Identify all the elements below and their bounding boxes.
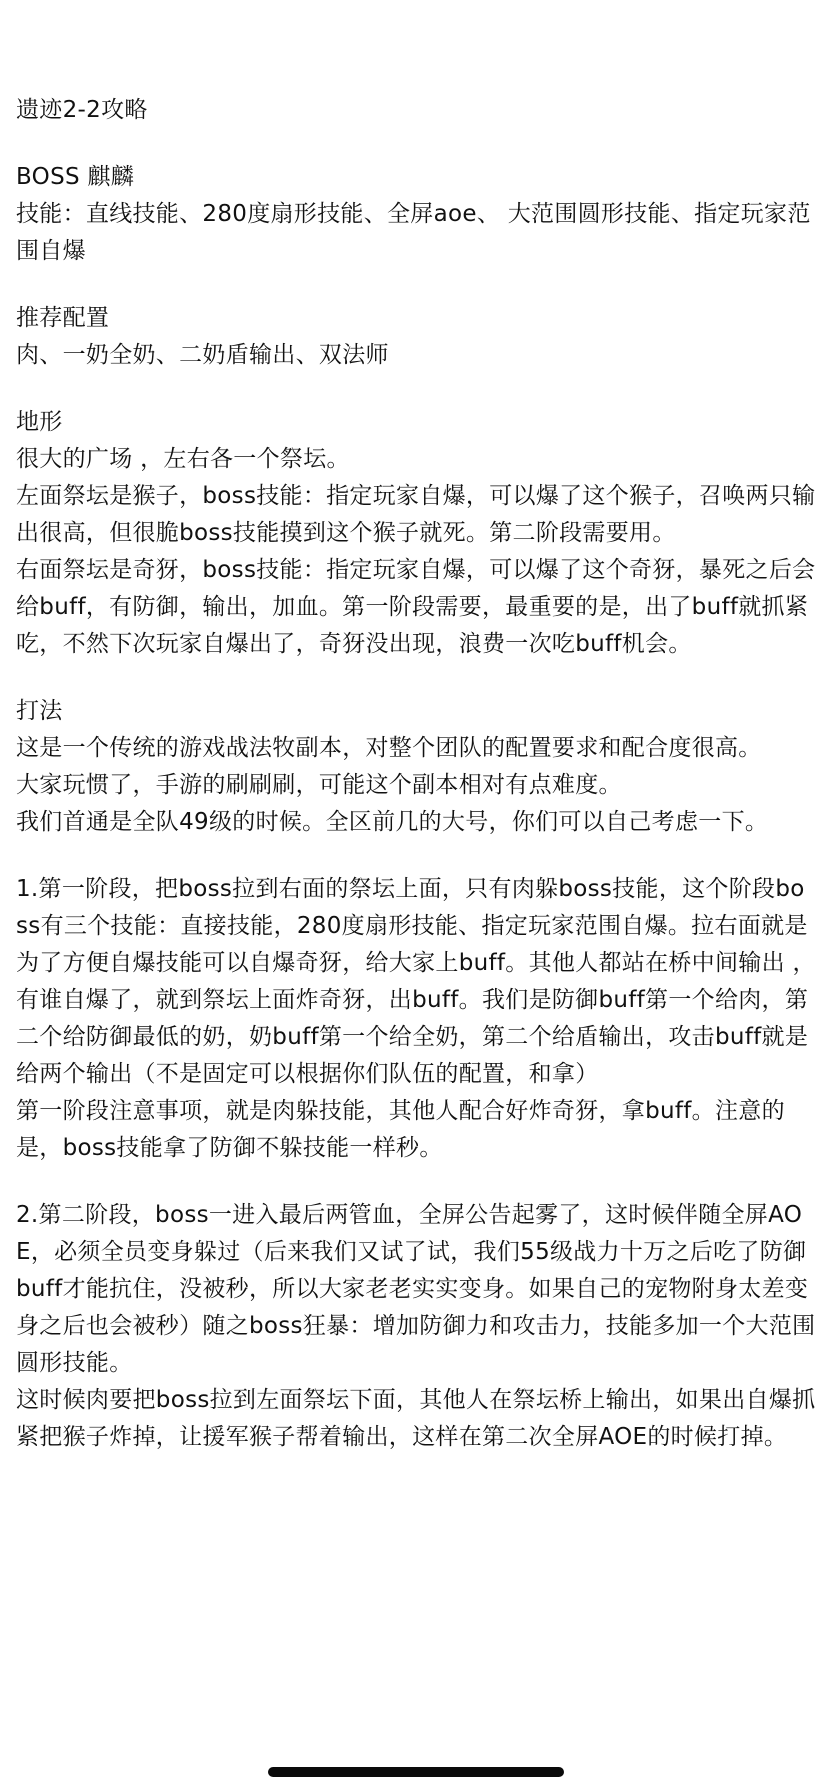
title-section (16, 92, 816, 129)
terrain-section (16, 404, 816, 663)
phase2-description: 2.第二阶段，boss一进入最后两管血，全屏公告起雾了，这时候伴随全屏AOE，必须全员变身躲过（后来我们又试了试，我们55级战力十万之后吃了防御buff才能抗住，没被秒，所以大家老老实实变身。如果自己的宠物附身太差变身之后也会被秒）随之boss狂暴：增加防御力和攻击力，技能多加一个大范围圆形技能。 (16, 1202, 816, 1376)
tactics-heading: 打法 (16, 698, 63, 724)
terrain-left-altar: 左面祭坛是猴子，boss技能：指定玩家自爆，可以爆了这个猴子，召唤两只输出很高，但很脆boss技能摸到这个猴子就死。第二阶段需要用。 (16, 483, 816, 546)
tactics-section (16, 693, 816, 841)
terrain-overview: 很大的广场 ，左右各一个祭坛。 (16, 446, 350, 472)
home-indicator[interactable] (268, 1767, 564, 1777)
phase2-section (16, 1197, 816, 1456)
boss-heading: BOSS 麒麟 (16, 164, 135, 190)
boss-skills: 技能：直线技能、280度扇形技能、全屏aoe、 大范围圆形技能、指定玩家范围自爆 (16, 201, 811, 264)
tactics-intro: 这是一个传统的游戏战法牧副本，对整个团队的配置要求和配合度很高。 (16, 735, 762, 761)
config-text: 肉、一奶全奶、二奶盾输出、双法师 (16, 342, 389, 368)
article-body (16, 92, 816, 1486)
phase1-section (16, 871, 816, 1167)
terrain-right-altar: 右面祭坛是奇犽，boss技能：指定玩家自爆，可以爆了这个奇犽，暴死之后会给buff，有防御，输出，加血。第一阶段需要，最重要的是，出了buff就抓紧吃，不然下次玩家自爆出了，奇犽没出现，浪费一次吃buff机会。 (16, 557, 816, 657)
config-heading: 推荐配置 (16, 305, 110, 331)
config-section (16, 300, 816, 374)
phase1-description: 1.第一阶段，把boss拉到右面的祭坛上面，只有肉躲boss技能，这个阶段boss有三个技能：直接技能，280度扇形技能、指定玩家范围自爆。拉右面就是为了方便自爆技能可以自爆奇犽，给大家上buff。其他人都站在桥中间输出 ，有谁自爆了，就到祭坛上面炸奇犽，出buff。我们是防御buff第一个给肉，第二个给防御最低的奶，奶buff第一个给全奶，第二个给盾输出，攻击buff就是给两个输出（不是固定可以根据你们队伍的配置，和拿） (16, 876, 816, 1087)
boss-section (16, 159, 816, 270)
tactics-difficulty: 大家玩惯了，手游的刷刷刷，可能这个副本相对有点难度。 (16, 772, 622, 798)
terrain-heading: 地形 (16, 409, 63, 435)
phase2-notes: 这时候肉要把boss拉到左面祭坛下面，其他人在祭坛桥上输出，如果出自爆抓紧把猴子炸掉，让援军猴子帮着输出，这样在第二次全屏AOE的时候打掉。 (16, 1387, 816, 1450)
article-title: 遗迹2-2攻略 (16, 97, 148, 123)
phase1-notes: 第一阶段注意事项，就是肉躲技能，其他人配合好炸奇犽，拿buff。注意的是，boss技能拿了防御不躲技能一样秒。 (16, 1098, 785, 1161)
tactics-first-clear: 我们首通是全队49级的时候。全区前几的大号，你们可以自己考虑一下。 (16, 809, 769, 835)
